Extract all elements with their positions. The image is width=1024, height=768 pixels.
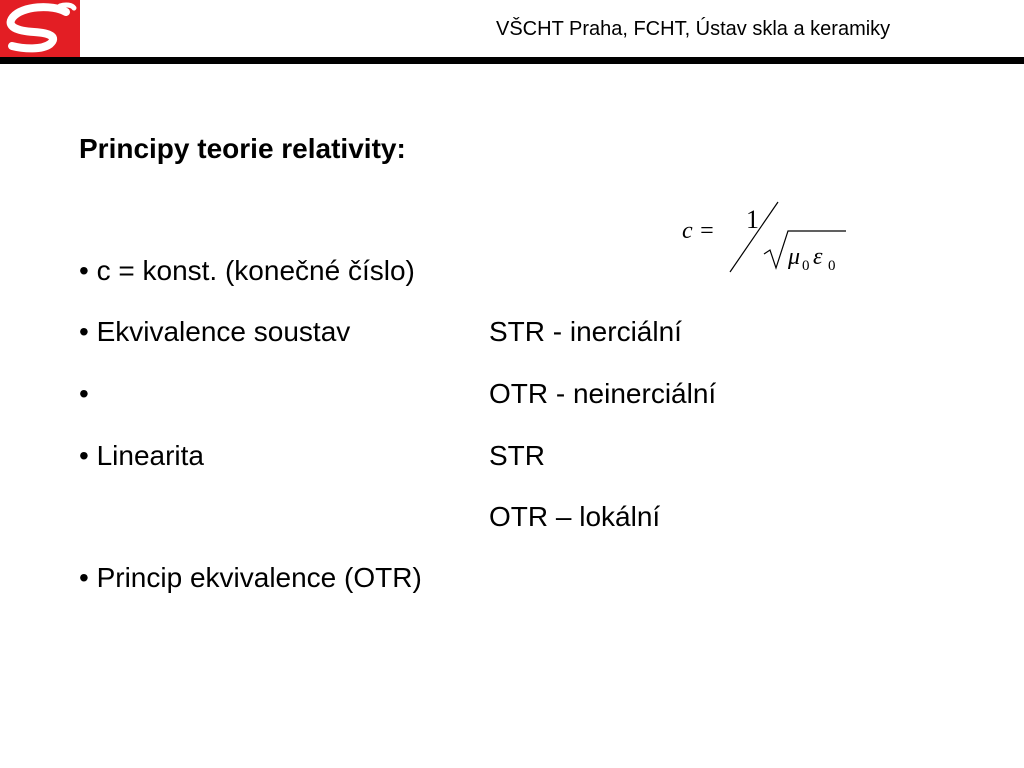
bullet-equivalence-principle: • Princip ekvivalence (OTR) (79, 562, 422, 593)
str-label: STR (489, 440, 545, 471)
otr-local-label: OTR – lokální (489, 501, 661, 532)
header-institution: VŠCHT Praha, FCHT, Ústav skla a keramiky (496, 18, 891, 40)
str-inertial-label: STR - inerciální (489, 316, 682, 347)
bullet-empty: • (79, 378, 89, 409)
formula-mu-sub: 0 (802, 258, 810, 274)
otr-noninertial-label: OTR - neinerciální (489, 378, 717, 409)
speed-of-light-formula (676, 198, 856, 282)
slide-title: Principy teorie relativity: (79, 133, 406, 164)
bullet-frame-equivalence: • Ekvivalence soustav (79, 316, 351, 347)
formula-numerator: 1 (746, 205, 759, 234)
vscht-logo-icon (0, 0, 80, 58)
bullet-speed-of-light: • c = konst. (konečné číslo) (79, 255, 415, 286)
bullet-linearity: • Linearita (79, 440, 204, 471)
formula-epsilon: ε (813, 244, 823, 270)
header-divider (0, 57, 1024, 64)
formula-mu: μ (788, 244, 801, 270)
formula-lhs: c = (682, 218, 715, 244)
formula-epsilon-sub: 0 (828, 258, 836, 274)
